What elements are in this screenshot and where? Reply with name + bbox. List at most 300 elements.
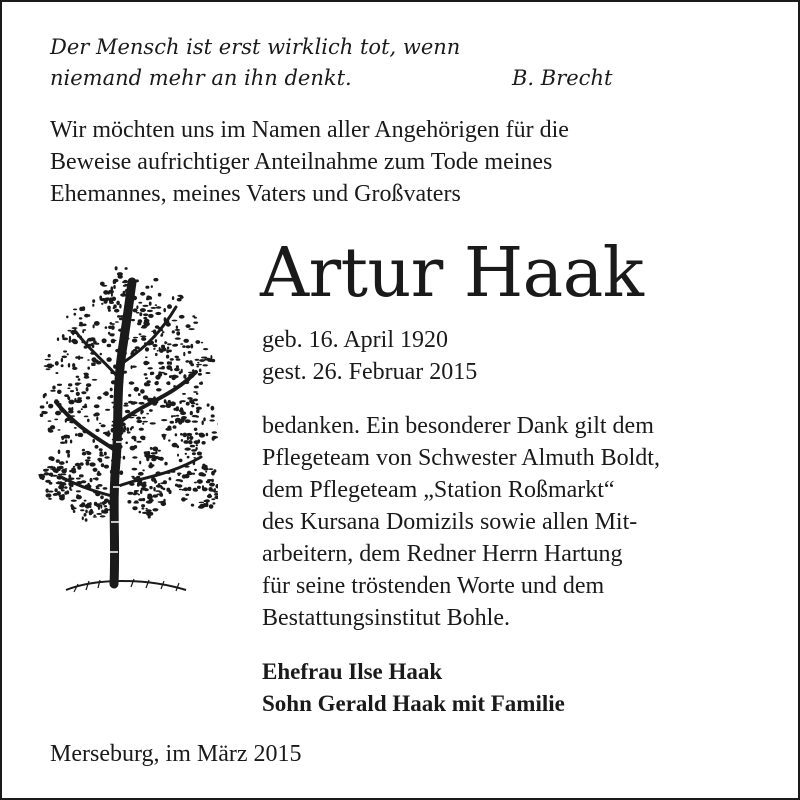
leaf-mark — [113, 304, 117, 308]
leaf-mark — [143, 321, 145, 325]
leaf-mark — [57, 384, 62, 386]
leaf-mark — [154, 479, 157, 484]
leaf-mark — [138, 498, 143, 501]
leaf-mark — [152, 447, 158, 452]
leaf-mark — [155, 304, 157, 306]
leaf-mark — [183, 339, 189, 343]
leaf-mark — [108, 290, 114, 294]
leaf-mark — [209, 504, 214, 509]
leaf-mark — [131, 366, 137, 368]
leaf-mark — [148, 367, 153, 369]
memorial-quote — [50, 32, 750, 94]
leaf-mark — [152, 494, 158, 497]
leaf-mark — [61, 489, 65, 491]
leaf-mark — [175, 329, 181, 331]
mourner-name: Ehefrau Ilse Haak — [262, 659, 443, 684]
thanks-line: des Kursana Domizils sowie allen Mit- — [262, 509, 638, 535]
leaf-mark — [200, 381, 203, 384]
leaf-mark — [197, 486, 201, 489]
leaf-mark — [203, 417, 206, 421]
leaf-mark — [103, 290, 108, 295]
leaf-mark — [134, 490, 138, 494]
leaf-mark — [141, 326, 147, 328]
place-and-date: Merseburg, im März 2015 — [50, 741, 302, 767]
leaf-mark — [142, 469, 145, 471]
leaf-mark — [104, 456, 109, 458]
leaf-mark — [93, 359, 99, 362]
leaf-mark — [211, 498, 215, 500]
leaf-mark — [87, 457, 91, 460]
leaf-mark — [101, 510, 104, 514]
leaf-mark — [87, 367, 90, 370]
leaf-mark — [48, 420, 52, 422]
leaf-mark — [63, 350, 67, 352]
leaf-mark — [205, 471, 207, 473]
leaf-mark — [162, 347, 167, 351]
leaf-mark — [58, 429, 61, 431]
leaf-mark — [84, 404, 87, 408]
leaf-mark — [144, 451, 148, 454]
leaf-mark — [150, 374, 152, 376]
leaf-mark — [167, 347, 169, 350]
leaf-mark — [57, 390, 62, 394]
leaf-mark — [149, 486, 152, 489]
leaf-mark — [84, 416, 89, 418]
leaf-mark — [100, 495, 104, 499]
quote-author: B. Brecht — [512, 66, 613, 90]
leaf-mark — [140, 292, 145, 296]
leaf-mark — [178, 473, 181, 477]
leaf-mark — [181, 497, 186, 501]
leaf-mark — [156, 388, 162, 391]
leaf-mark — [187, 456, 190, 459]
intro-line: Beweise aufrichtiger Anteilnahme zum Tode meines — [50, 149, 553, 175]
leaf-mark — [159, 347, 161, 351]
leaf-mark — [194, 482, 197, 484]
leaf-mark — [191, 405, 194, 408]
leaf-mark — [185, 419, 191, 423]
leaf-mark — [163, 436, 165, 440]
leaf-mark — [150, 464, 155, 467]
leaf-mark — [172, 330, 175, 333]
leaf-mark — [147, 494, 152, 498]
leaf-mark — [148, 515, 151, 519]
leaf-mark — [110, 395, 114, 398]
leaf-mark — [55, 411, 61, 416]
leaf-mark — [142, 417, 146, 419]
leaf-mark — [155, 339, 157, 343]
leaf-mark — [52, 386, 55, 390]
leaf-mark — [146, 457, 149, 462]
leaf-mark — [69, 486, 71, 490]
leaf-mark — [139, 312, 142, 316]
leaf-mark — [210, 355, 212, 359]
leaf-mark — [211, 414, 215, 417]
leaf-mark — [145, 356, 148, 358]
leaf-mark — [101, 303, 103, 305]
leaf-mark — [191, 504, 194, 507]
leaf-mark — [211, 359, 215, 362]
leaf-mark — [213, 491, 218, 493]
leaf-mark — [175, 356, 179, 358]
leaf-mark — [198, 433, 204, 436]
leaf-mark — [126, 427, 129, 431]
leaf-mark — [180, 433, 183, 436]
leaf-mark — [64, 486, 68, 489]
leaf-mark — [84, 500, 87, 502]
leaf-mark — [214, 488, 216, 491]
leaf-mark — [190, 445, 195, 448]
leaf-mark — [194, 428, 198, 431]
leaf-mark — [150, 447, 153, 450]
leaf-mark — [214, 493, 218, 496]
leaf-mark — [68, 383, 72, 386]
leaf-mark — [131, 403, 135, 405]
leaf-mark — [190, 344, 193, 349]
leaf-mark — [103, 300, 107, 302]
leaf-mark — [119, 470, 123, 475]
leaf-mark — [123, 430, 126, 433]
leaf-mark — [81, 391, 86, 394]
leaf-mark — [155, 490, 160, 492]
leaf-mark — [201, 342, 203, 344]
leaf-mark — [172, 375, 178, 379]
leaf-mark — [54, 488, 57, 492]
leaf-mark — [155, 451, 157, 454]
leaf-mark — [86, 387, 89, 392]
thanks-line: dem Pflegeteam „Station Roßmarkt“ — [262, 477, 615, 503]
leaf-mark — [66, 316, 68, 319]
leaf-mark — [67, 453, 70, 458]
leaf-mark — [113, 285, 116, 289]
leaf-mark — [160, 405, 166, 408]
leaf-mark — [79, 324, 84, 326]
leaf-mark — [99, 423, 102, 425]
leaf-mark — [142, 421, 148, 423]
leaf-mark — [175, 337, 181, 339]
leaf-mark — [192, 473, 195, 475]
leaf-mark — [99, 296, 102, 300]
leaf-mark — [72, 363, 75, 367]
leaf-mark — [81, 480, 87, 483]
leaf-mark — [106, 357, 111, 362]
quote-line: Der Mensch ist erst wirklich tot, wenn — [50, 35, 461, 59]
thanks-paragraph — [262, 410, 782, 634]
leaf-mark — [138, 472, 144, 476]
leaf-mark — [183, 440, 189, 444]
leaf-mark — [196, 403, 199, 405]
leaf-mark — [105, 432, 111, 436]
leaf-mark — [140, 335, 146, 337]
leaf-mark — [86, 396, 90, 399]
leaf-mark — [109, 335, 114, 337]
leaf-mark — [145, 377, 148, 379]
leaf-mark — [81, 408, 83, 410]
leaf-mark — [205, 372, 210, 374]
leaf-mark — [40, 477, 44, 480]
leaf-mark — [203, 503, 207, 507]
leaf-mark — [173, 425, 177, 428]
leaf-mark — [79, 504, 85, 508]
leaf-mark — [123, 456, 126, 460]
thanks-line: Pflegeteam von Schwester Almuth Boldt, — [262, 445, 660, 471]
leaf-mark — [196, 416, 199, 418]
leaf-mark — [128, 394, 131, 397]
leaf-mark — [193, 488, 198, 492]
leaf-mark — [127, 431, 131, 433]
leaf-mark — [75, 387, 77, 389]
leaf-mark — [196, 444, 198, 446]
leaf-mark — [102, 338, 107, 343]
leaf-mark — [207, 403, 210, 406]
leaf-mark — [133, 337, 138, 339]
leaf-mark — [136, 305, 138, 309]
leaf-mark — [76, 490, 81, 492]
leaf-mark — [145, 508, 147, 510]
leaf-mark — [188, 351, 192, 354]
leaf-mark — [125, 442, 128, 445]
leaf-mark — [105, 409, 110, 411]
leaf-mark — [147, 362, 150, 364]
leaf-mark — [75, 383, 81, 385]
thanks-line: bedanken. Ein besonderer Dank gilt dem — [262, 413, 654, 439]
leaf-mark — [87, 452, 92, 455]
leaf-mark — [73, 309, 77, 311]
leaf-mark — [97, 471, 100, 475]
leaf-mark — [115, 266, 118, 270]
leaf-mark — [192, 420, 198, 422]
leaf-mark — [76, 494, 79, 498]
leaf-mark — [100, 353, 102, 356]
leaf-mark — [205, 499, 210, 502]
leaf-mark — [46, 489, 49, 493]
leaf-mark — [174, 368, 180, 371]
leaf-mark — [82, 516, 84, 520]
leaf-mark — [50, 473, 53, 477]
leaf-mark — [85, 510, 88, 514]
leaf-mark — [76, 389, 78, 392]
leaf-mark — [79, 474, 84, 477]
leaf-mark — [166, 402, 168, 406]
leaf-mark — [203, 348, 208, 350]
leaf-mark — [61, 358, 63, 362]
leaf-mark — [99, 454, 104, 456]
leaf-mark — [93, 515, 96, 517]
leaf-mark — [187, 397, 193, 400]
leaf-mark — [66, 450, 70, 454]
leaf-mark — [147, 310, 153, 312]
leaf-mark — [48, 428, 52, 432]
leaf-mark — [214, 496, 218, 499]
leaf-mark — [168, 350, 172, 353]
leaf-mark — [60, 442, 65, 444]
leaf-mark — [161, 502, 166, 507]
leaf-mark — [206, 481, 210, 484]
leaf-mark — [211, 406, 215, 411]
leaf-mark — [179, 489, 182, 491]
leaf-mark — [185, 453, 187, 455]
leaf-mark — [84, 314, 89, 318]
leaf-mark — [59, 481, 63, 485]
death-date: gest. 26. Februar 2015 — [262, 359, 478, 385]
leaf-mark — [104, 465, 109, 469]
leaf-mark — [177, 454, 179, 457]
leaf-mark — [187, 436, 189, 441]
leaf-mark — [195, 447, 197, 450]
leaf-mark — [168, 490, 171, 494]
leaf-mark — [179, 401, 182, 404]
leaf-mark — [101, 424, 106, 427]
leaf-mark — [95, 429, 99, 432]
leaf-mark — [122, 281, 127, 283]
leaf-mark — [212, 502, 215, 504]
leaf-mark — [80, 509, 84, 511]
leaf-mark — [158, 293, 162, 297]
leaf-mark — [168, 439, 171, 441]
leaf-mark — [136, 417, 141, 420]
leaf-mark — [194, 469, 197, 471]
leaf-mark — [186, 324, 191, 328]
leaf-mark — [61, 469, 67, 474]
leaf-mark — [54, 419, 58, 421]
leaf-mark — [116, 301, 120, 306]
leaf-mark — [46, 469, 49, 471]
leaf-mark — [139, 428, 144, 431]
leaf-mark — [66, 461, 68, 464]
leaf-mark — [140, 308, 146, 312]
leaf-mark — [89, 502, 92, 506]
leaf-mark — [95, 445, 99, 449]
leaf-mark — [167, 343, 172, 345]
leaf-mark — [86, 383, 91, 387]
leaf-mark — [197, 452, 202, 456]
leaf-mark — [68, 474, 71, 478]
leaf-mark — [46, 401, 48, 404]
leaf-mark — [201, 357, 207, 359]
leaf-mark — [107, 306, 111, 310]
leaf-mark — [172, 296, 174, 300]
leaf-mark — [143, 482, 147, 485]
leaf-mark — [169, 477, 172, 480]
leaf-mark — [40, 413, 44, 417]
leaf-mark — [104, 452, 107, 456]
leaf-mark — [163, 308, 166, 312]
leaf-mark — [109, 299, 114, 304]
leaf-mark — [137, 481, 143, 486]
leaf-mark — [206, 358, 210, 361]
leaf-mark — [202, 464, 205, 467]
leaf-mark — [80, 435, 82, 437]
leaf-mark — [137, 322, 141, 325]
leaf-mark — [202, 364, 208, 366]
leaf-mark — [215, 484, 218, 488]
leaf-mark — [158, 450, 161, 452]
leaf-mark — [151, 307, 157, 309]
leaf-mark — [198, 472, 204, 476]
leaf-mark — [179, 479, 183, 481]
leaf-mark — [92, 379, 98, 381]
leaf-mark — [186, 402, 190, 406]
leaf-mark — [145, 286, 149, 289]
leaf-mark — [172, 415, 176, 417]
leaf-mark — [146, 295, 150, 300]
leaf-mark — [192, 452, 196, 455]
leaf-mark — [79, 307, 83, 311]
leaf-mark — [59, 461, 65, 465]
leaf-mark — [72, 331, 74, 335]
leaf-mark — [115, 321, 119, 323]
leaf-mark — [177, 484, 183, 487]
leaf-mark — [180, 343, 183, 345]
leaf-mark — [127, 500, 131, 504]
leaf-mark — [209, 483, 215, 487]
leaf-mark — [167, 361, 171, 365]
leaf-mark — [181, 416, 187, 419]
leaf-mark — [142, 512, 148, 514]
thanks-line: arbeitern, dem Redner Herrn Hartung — [262, 541, 623, 567]
intro-line: Wir möchten uns im Namen aller Angehörigen für die — [50, 117, 569, 143]
quote-line: niemand mehr an ihn denkt. — [50, 66, 352, 90]
leaf-mark — [183, 352, 185, 356]
leaf-mark — [132, 339, 137, 343]
leaf-mark — [151, 285, 153, 288]
leaf-mark — [74, 313, 77, 316]
leaf-mark — [141, 487, 147, 491]
leaf-mark — [175, 407, 179, 411]
leaf-mark — [199, 359, 205, 362]
leaf-mark — [74, 427, 77, 429]
leaf-mark — [68, 407, 71, 410]
leaf-mark — [99, 448, 103, 451]
leaf-mark — [101, 463, 104, 467]
leaf-mark — [48, 498, 52, 500]
leaf-mark — [87, 419, 90, 423]
leaf-mark — [149, 409, 153, 412]
leaf-mark — [161, 366, 165, 370]
leaf-mark — [196, 364, 202, 366]
leaf-mark — [180, 296, 184, 299]
intro-paragraph — [50, 114, 770, 210]
leaf-mark — [110, 388, 113, 392]
leaf-mark — [87, 359, 90, 361]
leaf-mark — [45, 480, 51, 483]
leaf-mark — [156, 306, 162, 309]
leaf-mark — [141, 507, 144, 509]
leaf-mark — [172, 320, 178, 322]
leaf-mark — [140, 389, 145, 394]
leaf-mark — [163, 480, 167, 484]
leaf-mark — [156, 381, 159, 384]
leaf-mark — [144, 373, 148, 376]
leaf-mark — [209, 419, 215, 421]
leaf-mark — [212, 431, 217, 433]
leaf-mark — [82, 330, 84, 333]
leaf-mark — [194, 317, 197, 319]
leaf-mark — [208, 494, 211, 496]
leaf-mark — [130, 446, 136, 451]
leaf-mark — [50, 390, 55, 392]
leaf-mark — [139, 511, 142, 514]
leaf-mark — [93, 468, 98, 472]
leaf-mark — [55, 361, 59, 366]
leaf-mark — [132, 468, 138, 471]
leaf-mark — [175, 433, 178, 436]
leaf-mark — [67, 353, 69, 355]
leaf-mark — [179, 409, 184, 412]
leaf-mark — [195, 432, 198, 435]
leaf-mark — [199, 369, 202, 373]
birth-date: geb. 16. April 1920 — [262, 327, 448, 353]
